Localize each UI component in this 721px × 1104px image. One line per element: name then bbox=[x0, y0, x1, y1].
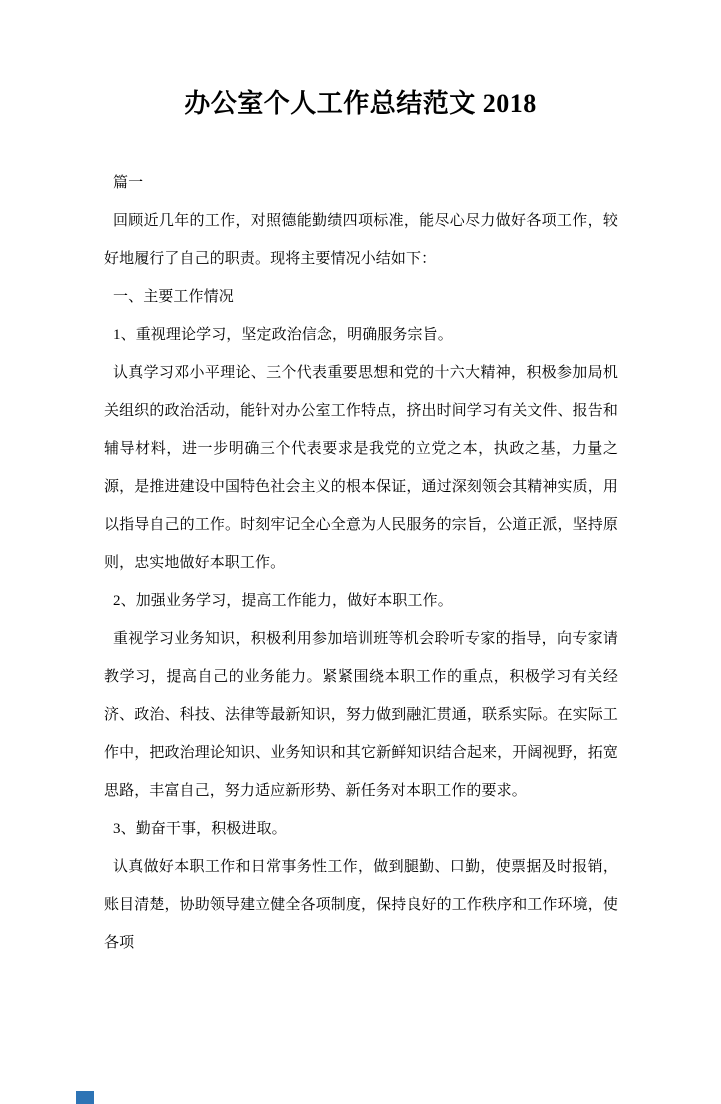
heading-item-1: 1、重视理论学习，坚定政治信念，明确服务宗旨。 bbox=[113, 327, 453, 343]
document-page bbox=[0, 84, 721, 1104]
paragraph-item-3: 认真做好本职工作和日常事务性工作，做到腿勤、口勤，使票据及时报销，账目清楚，协助领导建立健全各项制度，保持良好的工作秩序和工作环境，使各项 bbox=[104, 859, 618, 951]
paragraph-item-1: 认真学习邓小平理论、三个代表重要思想和党的十六大精神，积极参加局机关组织的政治活动，能针对办公室工作特点，挤出时间学习有关文件、报告和辅导材料，进一步明确三个代表要求是我党的立党之本，执政之基，力量之源，是推进建设中国特色社会主义的根本保证，通过深刻领会其精神实质，用以指导自己的工作。时刻牢记全心全意为人民服务的宗旨，公道正派，坚持原则，忠实地做好本职工作。 bbox=[104, 365, 618, 571]
heading-section-1: 一、主要工作情况 bbox=[113, 289, 234, 305]
document-title: 办公室个人工作总结范文 2018 bbox=[184, 89, 537, 118]
heading-item-2: 2、加强业务学习，提高工作能力，做好本职工作。 bbox=[113, 593, 453, 609]
section-label: 篇一 bbox=[113, 175, 144, 191]
document-body bbox=[104, 164, 618, 962]
paragraph-item-2: 重视学习业务知识，积极利用参加培训班等机会聆听专家的指导，向专家请教学习，提高自己的业务能力。紧紧围绕本职工作的重点，积极学习有关经济、政治、科技、法律等最新知识，努力做到融汇贯通，联系实际。在实际工作中，把政治理论知识、业务知识和其它新鲜知识结合起来，开阔视野，拓宽思路，丰富自己，努力适应新形势、新任务对本职工作的要求。 bbox=[104, 631, 618, 799]
page-break-marker bbox=[76, 1091, 94, 1104]
paragraph-intro: 回顾近几年的工作，对照德能勤绩四项标准，能尽心尽力做好各项工作，较好地履行了自己的职责。现将主要情况小结如下： bbox=[104, 213, 618, 267]
heading-item-3: 3、勤奋干事，积极进取。 bbox=[113, 821, 287, 837]
